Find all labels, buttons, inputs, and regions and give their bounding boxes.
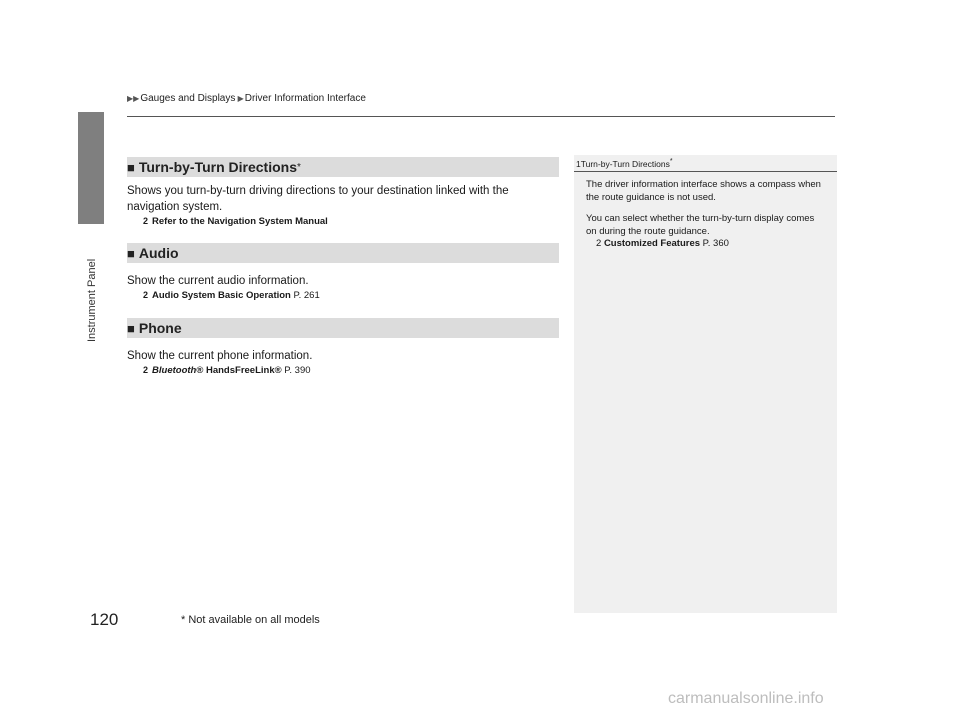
asterisk-mark: * <box>297 161 301 173</box>
cross-reference-icon: 2 <box>143 290 149 300</box>
ref-page: P. 261 <box>293 290 320 301</box>
registered-mark: ® <box>196 365 204 376</box>
side-note-paragraph: You can select whether the turn-by-turn display comes on during the route guidance. <box>586 212 815 237</box>
cross-reference-icon: 2 <box>143 365 149 375</box>
header-divider <box>127 116 835 117</box>
footnote: * Not available on all models <box>181 614 320 626</box>
ref-text: Audio System Basic Operation <box>152 290 291 301</box>
ref-text: Refer to the Navigation System Manual <box>152 216 328 227</box>
side-note-title-text: Turn-by-Turn Directions <box>580 158 670 169</box>
side-note-body <box>574 172 837 238</box>
cross-reference-link[interactable] <box>143 365 559 376</box>
section-body: Shows you turn-by-turn driving directions to your destination linked with the navigation system. <box>127 185 509 213</box>
section-header-phone <box>127 318 559 338</box>
asterisk-mark: * <box>669 158 673 165</box>
breadcrumb-item-gauges[interactable]: Gauges and Displays <box>140 93 236 104</box>
main-content <box>127 157 559 376</box>
square-bullet-icon: ■ <box>127 159 135 175</box>
ref-text: HandsFreeLink® <box>203 365 282 376</box>
page-number: 120 <box>90 610 119 629</box>
side-note-paragraph: The driver information interface shows a compass when the route guidance is not used. <box>586 178 821 203</box>
breadcrumb <box>127 93 366 104</box>
note-marker-icon: 1 <box>576 158 581 169</box>
ref-text-italic: Bluetooth <box>152 365 197 376</box>
side-note-panel <box>574 155 837 613</box>
square-bullet-icon: ■ <box>127 245 135 261</box>
chapter-tab <box>78 112 104 224</box>
section-title: Turn-by-Turn Directions <box>138 159 298 175</box>
square-bullet-icon: ■ <box>127 320 135 336</box>
section-title: Audio <box>138 245 179 261</box>
breadcrumb-arrow-icon: ▶▶ <box>127 94 140 103</box>
cross-reference-icon: 2 <box>596 237 602 249</box>
cross-reference-icon: 2 <box>143 216 149 226</box>
breadcrumb-arrow-icon: ▶ <box>235 94 244 103</box>
watermark: carmanualsonline.info <box>668 690 824 707</box>
cross-reference-link[interactable] <box>143 290 559 301</box>
section-header-audio <box>127 243 559 263</box>
ref-page: P. 390 <box>284 365 311 376</box>
chapter-label: Instrument Panel <box>86 258 98 342</box>
section-body: Show the current phone information. <box>127 350 313 362</box>
section-body: Show the current audio information. <box>127 275 309 287</box>
breadcrumb-item-dii[interactable]: Driver Information Interface <box>244 93 366 104</box>
section-header-turn-by-turn <box>127 157 559 177</box>
ref-page: P. 360 <box>702 237 729 249</box>
side-note-title <box>574 155 837 172</box>
ref-text: Customized Features <box>603 237 701 249</box>
cross-reference-link[interactable] <box>143 216 559 227</box>
cross-reference-link[interactable] <box>596 238 837 249</box>
section-title: Phone <box>138 320 182 336</box>
